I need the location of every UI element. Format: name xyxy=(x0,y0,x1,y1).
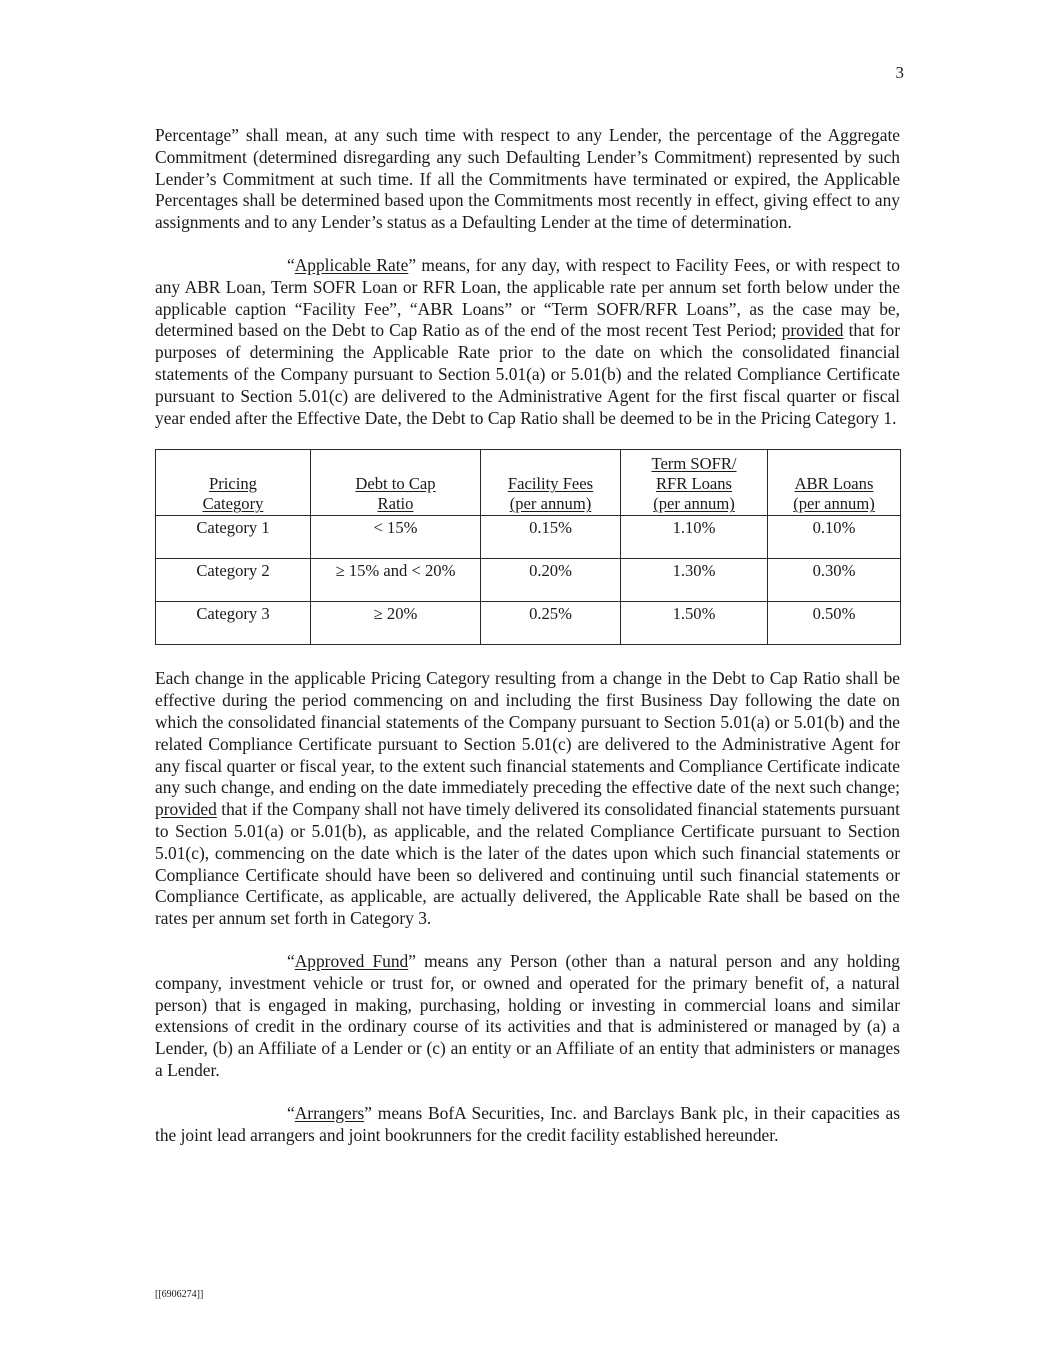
table-cell: 1.30% xyxy=(621,559,768,602)
open-quote: “ xyxy=(287,1102,295,1123)
arrangers-definition xyxy=(155,1103,900,1147)
table-cell: 1.10% xyxy=(621,516,768,559)
table-row xyxy=(156,559,901,602)
table-header-row xyxy=(156,450,901,516)
pricing-table xyxy=(155,449,901,645)
table-cell: ≥ 15% and < 20% xyxy=(311,559,481,602)
document-footer-id: [[6906274]] xyxy=(155,1289,204,1300)
header-term-sofr-rfr-loans: Term SOFR/ RFR Loans (per annum) xyxy=(621,450,768,516)
defined-term-approved-fund: Approved Fund xyxy=(294,950,409,971)
definition-text: ” means, for any day, with respect to Facility Fees, or with respect to any ABR Loan, Term SOFR Loan or RFR Loan, the applicable rate per annum set forth below under the applicable caption “Facility Fee”, “ABR Loans” or “Term SOFR/RFR Loans”, as the case may be, determined based on the Debt to Cap Ratio as of the end of the most recent Test Period; xyxy=(155,254,900,341)
table-cell: < 15% xyxy=(311,516,481,559)
header-pricing-category: Pricing Category xyxy=(156,450,311,516)
table-cell: Category 3 xyxy=(156,602,311,645)
table-cell: 0.15% xyxy=(481,516,621,559)
table-cell: Category 2 xyxy=(156,559,311,602)
header-abr-loans: ABR Loans (per annum) xyxy=(768,450,901,516)
table-cell: 0.25% xyxy=(481,602,621,645)
table-cell: Category 1 xyxy=(156,516,311,559)
table-cell: 1.50% xyxy=(621,602,768,645)
definition-text: ” means BofA Securities, Inc. and Barclays Bank plc, in their capacities as the joint lead arrangers and joint bookrunners for the credit facility established hereunder. xyxy=(155,1102,900,1145)
table-cell: 0.50% xyxy=(768,602,901,645)
paragraph-text: that if the Company shall not have timely delivered its consolidated financial statements pursuant to Section 5.01(a) or 5.01(b), as applicable, and the related Compliance Certificate pursuant to Section 5.01(c), commencing on the date which is the later of the dates upon which such financial statements or Compliance Certificate should have been so delivered and continuing until such financial statements or Compliance Certificate, as applicable, are actually delivered, the Applicable Rate shall be based on the rates per annum set forth in Category 3. xyxy=(155,799,900,929)
table-cell: 0.30% xyxy=(768,559,901,602)
table-cell: 0.20% xyxy=(481,559,621,602)
defined-term-arrangers: Arrangers xyxy=(294,1102,365,1123)
table-cell: ≥ 20% xyxy=(311,602,481,645)
table-row xyxy=(156,602,901,645)
paragraph-text: Each change in the applicable Pricing Category resulting from a change in the Debt to Cap Ratio shall be effective during the period commencing on and including the first Business Day following the date on which the consolidated financial statements of the Company pursuant to Section 5.01(a) or 5.01(b) and the related Compliance Certificate pursuant to Section 5.01(c) are delivered to the Administrative Agent for any fiscal quarter or fiscal year, to the extent such financial statements and Compliance Certificate indicate any such change, and ending on the date immediately preceding the effective date of the next such change; xyxy=(155,668,900,798)
provided-term: provided xyxy=(781,320,844,341)
provided-term: provided xyxy=(155,799,217,820)
table-row xyxy=(156,516,901,559)
percentage-paragraph: Percentage” shall mean, at any such time with respect to any Lender, the percentage of the Aggregate Commitment (determined disregarding any such Defaulting Lender’s Commitment) represented by such Lender’s Commitment at such time. If all the Commitments have terminated or expired, the Applicable Percentages shall be determined based upon the Commitments most recently in effect, giving effect to any assignments and to any Lender’s status as a Defaulting Lender at the time of determination. xyxy=(155,125,900,233)
applicable-rate-definition xyxy=(155,255,900,429)
open-quote: “ xyxy=(287,950,295,971)
approved-fund-definition xyxy=(155,951,900,1082)
document-body xyxy=(155,125,900,1146)
pricing-change-paragraph xyxy=(155,668,900,930)
defined-term-applicable-rate: Applicable Rate xyxy=(294,254,409,275)
page-number: 3 xyxy=(895,63,904,82)
table-cell: 0.10% xyxy=(768,516,901,559)
header-facility-fees: Facility Fees (per annum) xyxy=(481,450,621,516)
header-debt-to-cap-ratio: Debt to Cap Ratio xyxy=(311,450,481,516)
definition-text: that for purposes of determining the Applicable Rate prior to the date on which the consolidated financial statements of the Company pursuant to Section 5.01(a) or 5.01(b) and the related Compliance Certificate pursuant to Section 5.01(c) are delivered to the Administrative Agent for the first fiscal quarter or fiscal year ended after the Effective Date, the Debt to Cap Ratio shall be deemed to be in the Pricing Category 1. xyxy=(155,320,900,428)
definition-text: ” means any Person (other than a natural person and any holding company, investment vehicle or trust for, or owned and operated for the primary benefit of, a natural person) that is engaged in making, purchasing, holding or investing in commercial loans and similar extensions of credit in the ordinary course of its activities and that is administered or managed by (a) a Lender, (b) an Affiliate of a Lender or (c) an entity or an Affiliate of an entity that administers or manages a Lender. xyxy=(155,950,900,1080)
open-quote: “ xyxy=(287,254,295,275)
